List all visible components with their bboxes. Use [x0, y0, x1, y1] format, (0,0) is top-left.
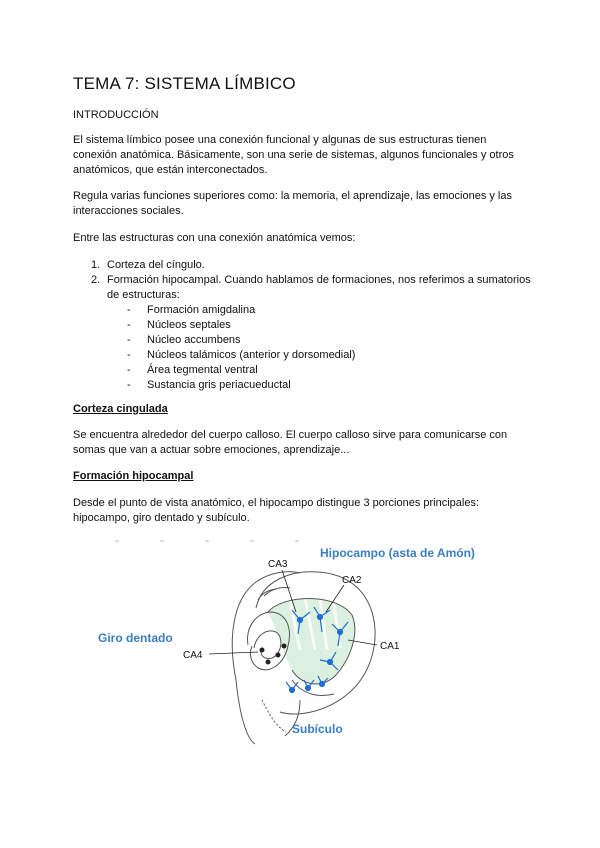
sub-list-item: - Núcleos septales [127, 319, 231, 331]
list-item: 2. Formación hipocampal. Cuando hablamos de formaciones, nos referimos a sumatorios de estructuras: - Formación amigdalina - Núcleos septales - Núcleo accumbens - Núcleos talámicos (anterior y dorsomedial) - Área tegmental ventral - Sustancia gris periacueductal [73, 273, 533, 393]
label-subiculo: Subículo [292, 722, 343, 736]
sub-list-item: - Área tegmental ventral [127, 364, 258, 376]
section-heading-corteza: Corteza cingulada [73, 403, 168, 415]
sub-list-item: - Formación amigdalina [127, 304, 256, 316]
paragraph-hipocampal: Desde el punto de vista anatómico, el hipocampo distingue 3 porciones principales: hipocampo, giro dentado y subículo. [73, 497, 480, 524]
page-title: TEMA 7: SISTEMA LÍMBICO [73, 74, 296, 93]
label-ca3: CA3 [268, 559, 288, 570]
sub-list-item: - Núcleos talámicos (anterior y dorsomedial) [127, 349, 356, 361]
label-hipocampo: Hipocampo (asta de Amón) [320, 546, 475, 560]
label-giro-dentado: Giro dentado [98, 631, 173, 645]
section-heading-hipocampal: Formación hipocampal [73, 470, 194, 482]
list-item: 1. Corteza del cíngulo. [91, 259, 205, 271]
paragraph-structures: Entre las estructuras con una conexión anatómica vemos: [73, 232, 356, 244]
paragraph-corteza: Se encuentra alrededor del cuerpo calloso. El cuerpo calloso sirve para comunicarse con somas que van a actuar sobre emociones, aprendizaje... [73, 429, 508, 456]
label-ca1: CA1 [380, 641, 400, 652]
paragraph-intro: El sistema límbico posee una conexión funcional y algunas de sus estructuras tienen conexión anatómica. Básicamente, son una serie de sistemas, algunos funcionales y otros anatómicos, que están interconectados. [73, 134, 514, 176]
paragraph-functions: Regula varias funciones superiores como: la memoria, el aprendizaje, las emociones y las interacciones sociales. [73, 190, 512, 217]
sub-list-item: - Núcleo accumbens [127, 334, 241, 346]
label-ca2: CA2 [342, 575, 362, 586]
sub-list-item: - Sustancia gris periacueductal [127, 379, 291, 391]
intro-heading: INTRODUCCIÓN [73, 109, 159, 121]
label-ca4: CA4 [183, 650, 203, 661]
